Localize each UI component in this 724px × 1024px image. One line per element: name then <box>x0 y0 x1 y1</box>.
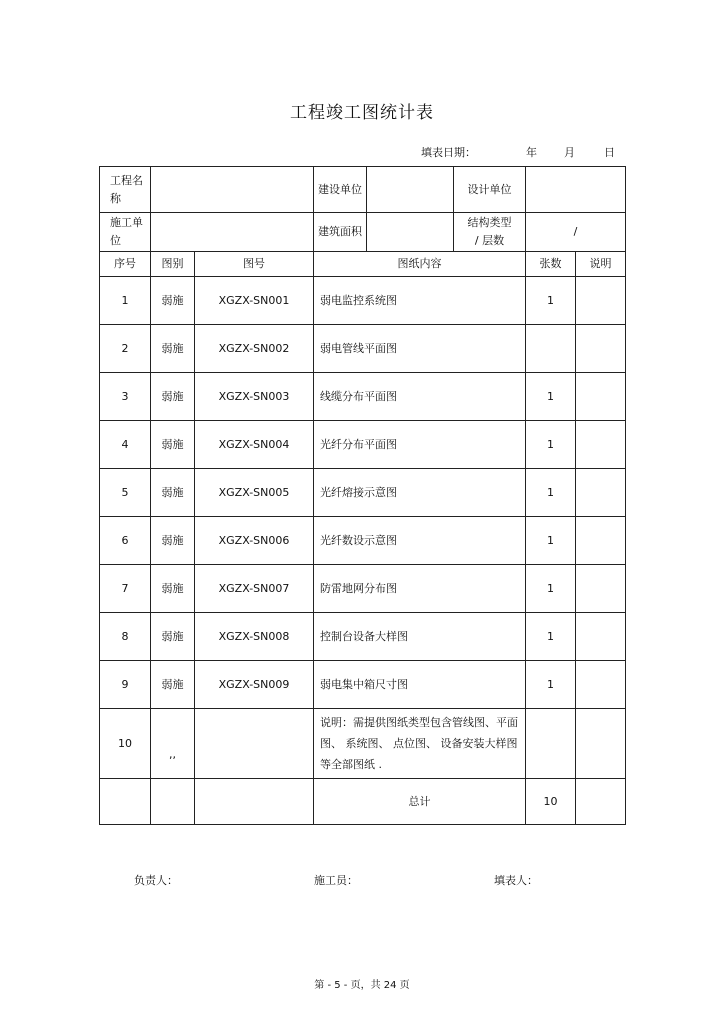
table-row <box>100 661 626 709</box>
structure-value: / <box>526 213 626 252</box>
project-name-value <box>151 167 314 213</box>
row-note <box>576 325 626 373</box>
row-note <box>576 421 626 469</box>
row-content: 光纤熔接示意图 <box>314 469 526 517</box>
column-header: 图纸内容 <box>314 252 526 277</box>
row-note <box>576 661 626 709</box>
row-content: 弱电管线平面图 <box>314 325 526 373</box>
table-row <box>100 613 626 661</box>
row-number: 4 <box>100 421 151 469</box>
row-category: ,, <box>151 709 195 779</box>
row-drawing-code: XGZX-SN001 <box>195 277 314 325</box>
column-header: 图号 <box>195 252 314 277</box>
row-note <box>576 277 626 325</box>
row-category: 弱施 <box>151 613 195 661</box>
row-drawing-code: XGZX-SN003 <box>195 373 314 421</box>
row-drawing-code: XGZX-SN004 <box>195 421 314 469</box>
row-number: 2 <box>100 325 151 373</box>
table-row <box>100 421 626 469</box>
responsible-person-label: 负责人： <box>134 874 178 887</box>
filler-label: 填表人： <box>494 874 538 887</box>
row-note <box>576 469 626 517</box>
row-count: 1 <box>526 565 576 613</box>
row-number: 7 <box>100 565 151 613</box>
info-row-2 <box>100 213 626 252</box>
row-count <box>526 325 576 373</box>
row-category: 弱施 <box>151 469 195 517</box>
total-label: 总计 <box>314 779 526 825</box>
empty-cell <box>526 709 576 779</box>
row-category: 弱施 <box>151 421 195 469</box>
row-drawing-code: XGZX-SN009 <box>195 661 314 709</box>
page-footer: 第 - 5 - 页，共 24 页 <box>314 980 410 991</box>
row-content: 弱电集中箱尺寸图 <box>314 661 526 709</box>
table-row <box>100 517 626 565</box>
empty-cell <box>100 779 151 825</box>
row-drawing-code: XGZX-SN007 <box>195 565 314 613</box>
info-row-1 <box>100 167 626 213</box>
row-count: 1 <box>526 277 576 325</box>
row-drawing-code: XGZX-SN008 <box>195 613 314 661</box>
row-number: 1 <box>100 277 151 325</box>
row-drawing-code: XGZX-SN002 <box>195 325 314 373</box>
row-number: 5 <box>100 469 151 517</box>
table-row <box>100 325 626 373</box>
table-row-total <box>100 779 626 825</box>
table-row <box>100 565 626 613</box>
structure-label: 结构类型 / 层数 <box>467 216 512 247</box>
row-number: 3 <box>100 373 151 421</box>
table-row <box>100 373 626 421</box>
row-category: 弱施 <box>151 565 195 613</box>
fill-date-label: 填表日期： <box>421 146 476 159</box>
row-count: 1 <box>526 469 576 517</box>
drawing-statistics-table <box>99 166 626 825</box>
page-title: 工程竣工图统计表 <box>290 103 434 123</box>
area-label: 建筑面积 <box>314 213 367 251</box>
row-note <box>576 517 626 565</box>
constructor-label: 施工员： <box>314 874 358 887</box>
row-count: 1 <box>526 421 576 469</box>
row-drawing-code: XGZX-SN005 <box>195 469 314 517</box>
row-category: 弱施 <box>151 277 195 325</box>
row-category: 弱施 <box>151 661 195 709</box>
row-note <box>576 613 626 661</box>
designer-label: 设计单位 <box>467 182 512 196</box>
empty-cell <box>195 709 314 779</box>
fill-date-year: 年 <box>526 146 537 159</box>
row-note <box>576 565 626 613</box>
row-number: 8 <box>100 613 151 661</box>
row-content: 光纤数设示意图 <box>314 517 526 565</box>
row-content: 防雷地网分布图 <box>314 565 526 613</box>
row-content: 控制台设备大样图 <box>314 613 526 661</box>
construction-label: 施工单位 <box>100 213 151 252</box>
row-count: 1 <box>526 613 576 661</box>
row-note <box>576 373 626 421</box>
construction-value <box>151 213 314 252</box>
fill-date-month: 月 <box>564 146 575 159</box>
empty-cell <box>195 779 314 825</box>
builder-label: 建设单位 <box>314 167 367 212</box>
designer-value <box>526 167 626 213</box>
table-row <box>100 469 626 517</box>
empty-cell <box>576 779 626 825</box>
row-count: 1 <box>526 517 576 565</box>
table-header <box>100 252 626 277</box>
area-value <box>367 213 454 251</box>
column-header: 序号 <box>100 252 151 277</box>
note-text: 说明：需提供图纸类型包含管线图、平面图、 系统图、 点位图、 设备安装大样图等全部图纸 . <box>314 709 526 779</box>
row-content: 光纤分布平面图 <box>314 421 526 469</box>
row-number: 6 <box>100 517 151 565</box>
empty-cell <box>576 709 626 779</box>
row-content: 弱电监控系统图 <box>314 277 526 325</box>
empty-cell <box>151 779 195 825</box>
builder-value <box>367 167 454 212</box>
row-category: 弱施 <box>151 373 195 421</box>
table-row <box>100 277 626 325</box>
row-drawing-code: XGZX-SN006 <box>195 517 314 565</box>
row-content: 线缆分布平面图 <box>314 373 526 421</box>
project-name-label: 工程名称 <box>100 167 151 213</box>
row-number: 9 <box>100 661 151 709</box>
column-header: 张数 <box>526 252 576 277</box>
column-header: 说明 <box>576 252 626 277</box>
fill-date-day: 日 <box>604 146 615 159</box>
row-count: 1 <box>526 373 576 421</box>
column-header: 图别 <box>151 252 195 277</box>
row-category: 弱施 <box>151 517 195 565</box>
total-value: 10 <box>526 779 576 825</box>
row-number: 10 <box>100 709 151 779</box>
table-row-note <box>100 709 626 779</box>
row-count: 1 <box>526 661 576 709</box>
row-category: 弱施 <box>151 325 195 373</box>
